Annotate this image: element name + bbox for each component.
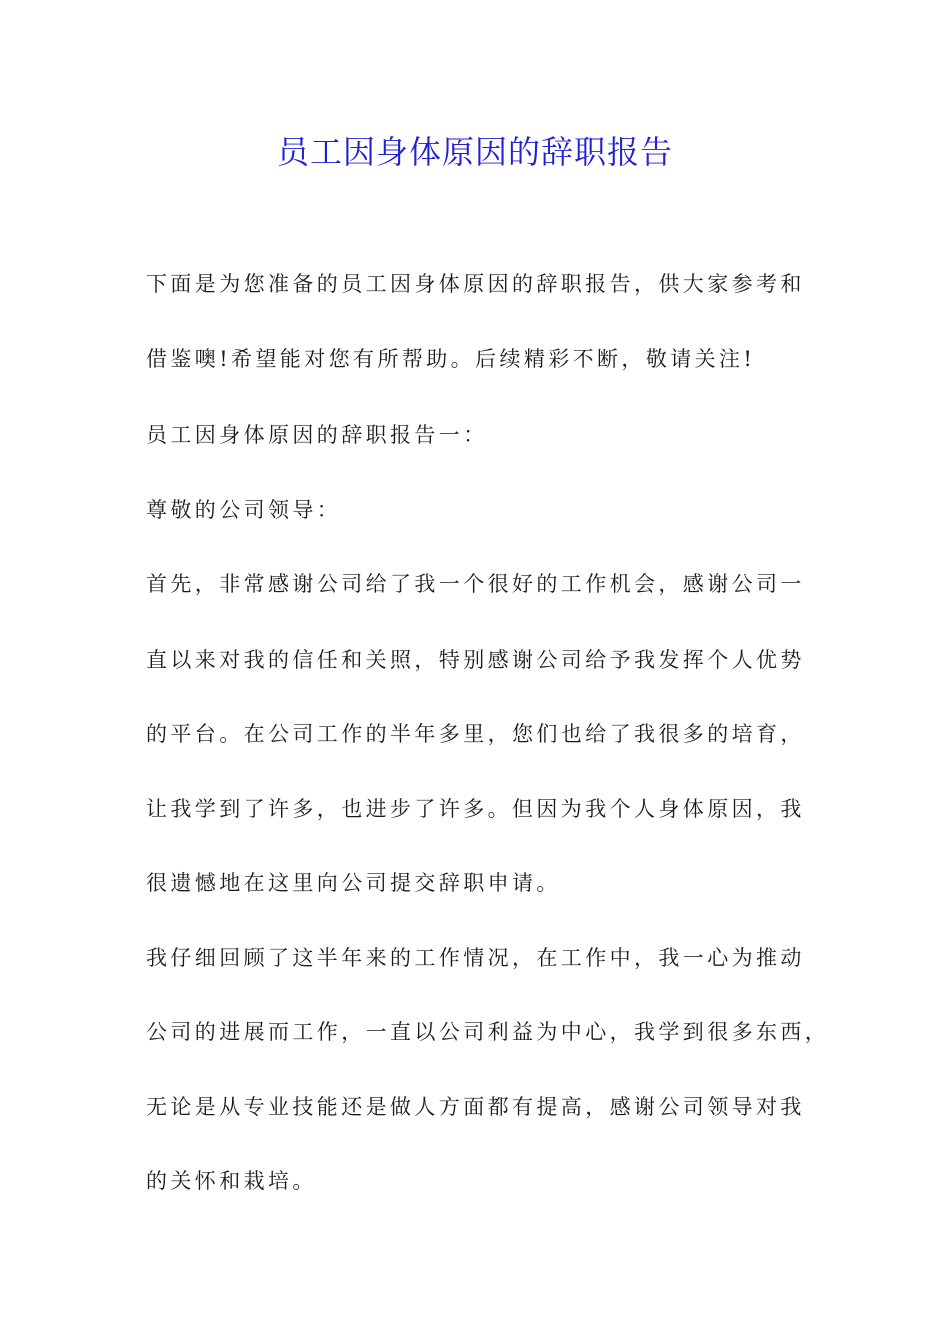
paragraph-line: 无论是从专业技能还是做人方面都有提高，感谢公司领导对我 — [146, 1095, 805, 1119]
document-title: 员工因身体原因的辞职报告 — [276, 133, 673, 171]
paragraph-line: 首先，非常感谢公司给了我一个很好的工作机会，感谢公司一 — [146, 572, 805, 596]
salutation: 尊敬的公司领导： — [146, 498, 342, 522]
paragraph-line: 让我学到了许多，也进步了许多。但因为我个人身体原因，我 — [146, 797, 805, 821]
paragraph-line: 的平台。在公司工作的半年多里，您们也给了我很多的培育， — [146, 722, 805, 746]
paragraph-line: 下面是为您准备的员工因身体原因的辞职报告，供大家参考和 — [146, 272, 805, 296]
paragraph-line: 借鉴噢!希望能对您有所帮助。后续精彩不断，敬请关注! — [146, 347, 756, 371]
paragraph-line: 的关怀和栽培。 — [146, 1169, 317, 1193]
paragraph-line: 很遗憾地在这里向公司提交辞职申请。 — [146, 871, 561, 895]
paragraph-line: 直以来对我的信任和关照，特别感谢公司给予我发挥个人优势 — [146, 648, 805, 672]
section-heading: 员工因身体原因的辞职报告一： — [146, 423, 488, 447]
paragraph-line: 我仔细回顾了这半年来的工作情况，在工作中，我一心为推动 — [146, 946, 805, 970]
paragraph-line: 公司的进展而工作，一直以公司利益为中心，我学到很多东西， — [146, 1020, 830, 1044]
